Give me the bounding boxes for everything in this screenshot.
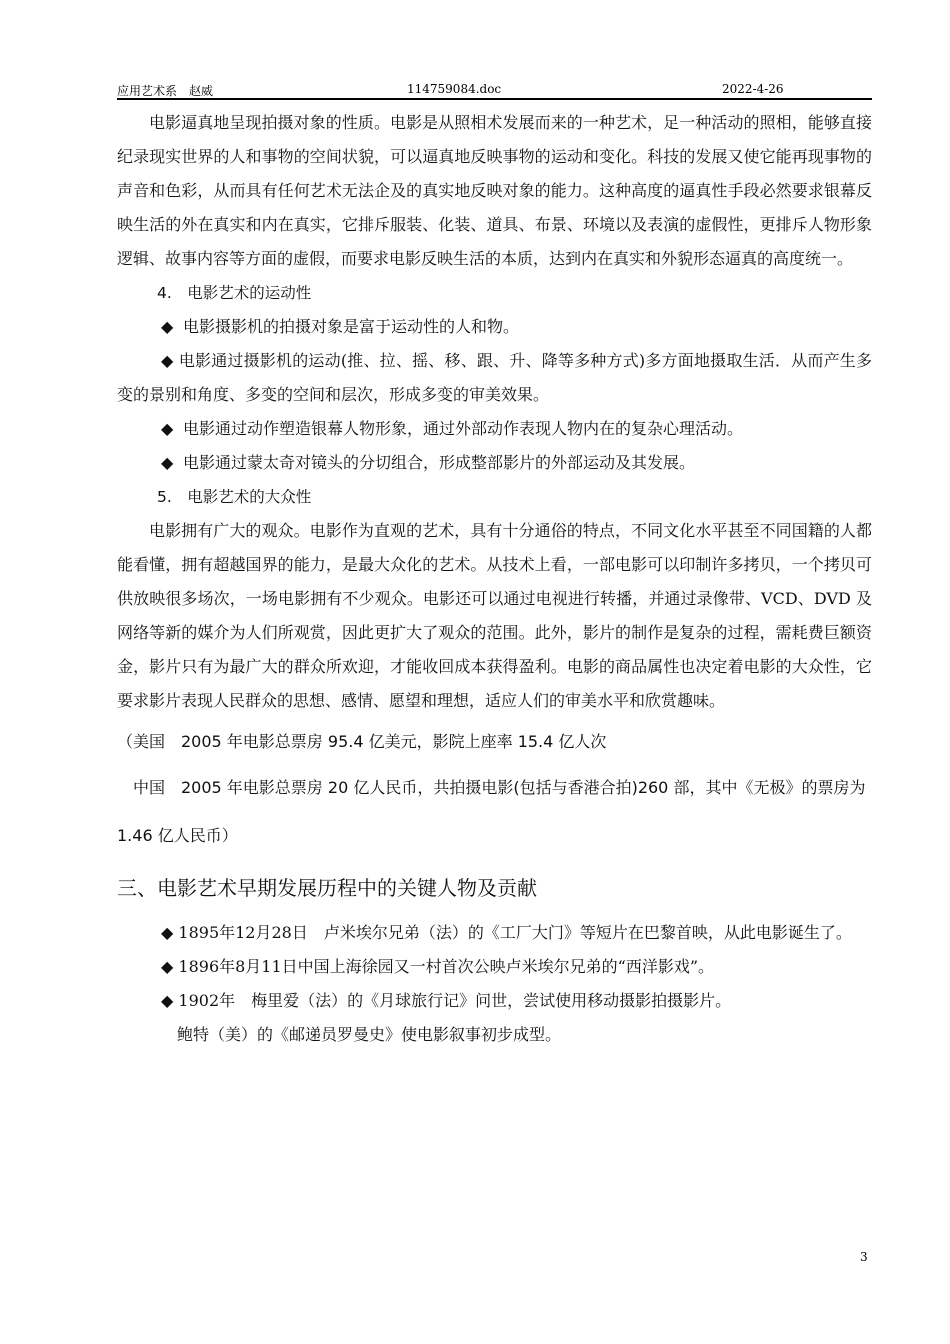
paragraph-mass: 电影拥有广大的观众。电影作为直观的艺术，具有十分通俗的特点，不同文化水平甚至不同国籍的人都能看懂，拥有超越国界的能力，是最大众化的艺术。从技术上看，一部电影可以印制许多拷贝，一个拷贝可供放映很多场次，一场电影拥有不少观众。电影还可以通过电视进行转播，并通过录像带、VCD、DVD 及网络等新的媒介为人们所观赏，因此更扩大了观众的范围。此外，影片的制作是复杂的过程，需耗费巨额资金，影片只有为最广大的群众所欢迎，才能收回成本获得盈利。电影的商品属性也决定着电影的大众性，它要求影片表现人民群众的思想、感情、愿望和理想，适应人们的审美水平和欣赏趣味。	[117, 521, 872, 710]
event-text: 1902年 梅里爱（法）的《月球旅行记》问世，尝试使用移动摄影拍摄影片。	[178, 991, 732, 1010]
event-porter: 鲍特（美）的《邮递员罗曼史》使电影叙事初步成型。	[177, 1025, 562, 1044]
bullet-diamond-icon: ◆	[161, 351, 174, 370]
event-text: 1896年8月11日中国上海徐园又一村首次公映卢米埃尔兄弟的“西洋影戏”。	[178, 957, 715, 976]
heading-mass: 5. 电影艺术的大众性	[157, 488, 312, 506]
event-text: 1895年12月28日 卢米埃尔兄弟（法）的《工厂大门》等短片在巴黎首映，从此电影诞生了。	[178, 923, 852, 942]
motion-bullet-text: 电影通过蒙太奇对镜头的分切组合，形成整部影片的外部运动及其发展。	[183, 453, 696, 472]
bullet-diamond-icon: ◆	[161, 453, 174, 472]
motion-bullet-1	[117, 310, 872, 344]
motion-bullet-3	[117, 412, 872, 446]
document-body	[117, 106, 872, 1052]
bullet-diamond-icon: ◆	[161, 957, 174, 976]
bullet-diamond-icon: ◆	[161, 317, 174, 336]
motion-bullet-4	[117, 446, 872, 480]
heading-motion: 4. 电影艺术的运动性	[157, 284, 312, 302]
header-date: 2022-4-26	[722, 82, 784, 96]
motion-bullet-text: 电影摄影机的拍摄对象是富于运动性的人和物。	[183, 317, 520, 336]
bullet-diamond-icon: ◆	[161, 419, 174, 438]
note-usa-box-office: （美国 2005 年电影总票房 95.4 亿美元，影院上座率 15.4 亿人次	[117, 732, 607, 751]
page-number: 3	[860, 1250, 868, 1264]
header-department-author: 应用艺术系 赵威	[117, 84, 214, 98]
section-three-title: 三、电影艺术早期发展历程中的关键人物及贡献	[117, 876, 537, 900]
motion-bullet-2	[117, 344, 872, 412]
motion-bullet-text: 电影通过动作塑造银幕人物形象，通过外部动作表现人物内在的复杂心理活动。	[183, 419, 744, 438]
note-china-box-office: 中国 2005 年电影总票房 20 亿人民币，共拍摄电影(包括与香港合拍)260 部，其中《无极》的票房为 1.46 亿人民币）	[117, 778, 866, 845]
event-1902	[117, 984, 872, 1018]
event-1896	[117, 950, 872, 984]
motion-bullet-text: 电影通过摄影机的运动(推、拉、摇、移、跟、升、降等多种方式)多方面地摄取生活．从而产生多变的景别和角度、多变的空间和层次，形成多变的审美效果。	[117, 351, 872, 404]
header-rule	[117, 98, 872, 100]
event-1895	[117, 916, 872, 950]
bullet-diamond-icon: ◆	[161, 923, 174, 942]
paragraph-realism: 电影逼真地呈现拍摄对象的性质。电影是从照相术发展而来的一种艺术，足一种活动的照相，能够直接纪录现实世界的人和事物的空间状貌，可以逼真地反映事物的运动和变化。科技的发展又使它能再现事物的声音和色彩，从而具有任何艺术无法企及的真实地反映对象的能力。这种高度的逼真性手段必然要求银幕反映生活的外在真实和内在真实，它排斥服装、化装、道具、布景、环境以及表演的虚假性，更排斥人物形象逻辑、故事内容等方面的虚假，而要求电影反映生活的本质，达到内在真实和外貌形态逼真的高度统一。	[117, 113, 872, 268]
bullet-diamond-icon: ◆	[161, 991, 174, 1010]
header-filename: 114759084.doc	[407, 82, 502, 96]
